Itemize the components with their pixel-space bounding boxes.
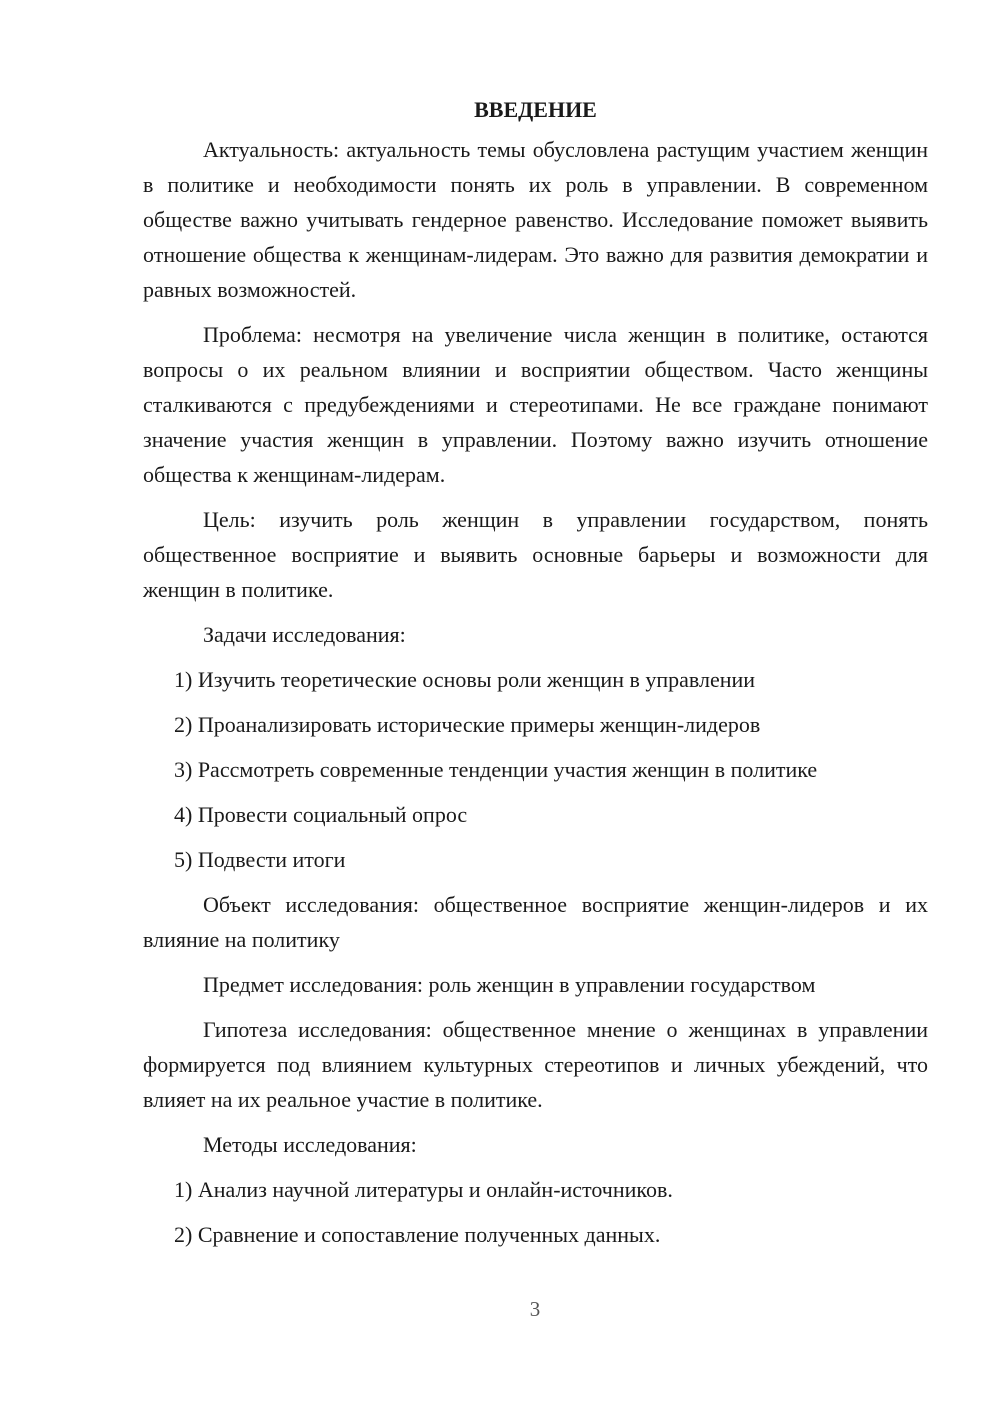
document-page: [143, 92, 928, 1262]
page-number: 3: [529, 1297, 541, 1321]
subject-paragraph: Предмет исследования: роль женщин в управлении государством: [203, 972, 816, 997]
methods-heading: Методы исследования:: [203, 1132, 417, 1157]
method-item: 2) Сравнение и сопоставление полученных данных.: [174, 1222, 661, 1247]
methods-list: [143, 1172, 928, 1252]
object-paragraph: Объект исследования: общественное восприятие женщин-лидеров и их влияние на политику: [143, 892, 928, 952]
relevance-paragraph: Актуальность: актуальность темы обусловлена растущим участием женщин в политике и необходимости понять их роль в управлении. В современном обществе важно учитывать гендерное равенство. Исследование поможет выявить отношение общества к женщинам-лидерам. Это важно для развития демократии и равных возможностей.: [143, 137, 928, 302]
document-title: ВВЕДЕНИЕ: [474, 97, 597, 122]
goal-paragraph: Цель: изучить роль женщин в управлении государством, понять общественное восприятие и выявить основные барьеры и возможности для женщин в политике.: [143, 507, 928, 602]
task-item: 1) Изучить теоретические основы роли женщин в управлении: [174, 667, 756, 692]
hypothesis-paragraph: Гипотеза исследования: общественное мнение о женщинах в управлении формируется под влиянием культурных стереотипов и личных убеждений, что влияет на их реальное участие в политике.: [143, 1017, 928, 1112]
task-item: 5) Подвести итоги: [174, 847, 346, 872]
problem-paragraph: Проблема: несмотря на увеличение числа женщин в политике, остаются вопросы о их реальном влиянии и восприятии обществом. Часто женщины сталкиваются с предубеждениями и стереотипами. Не все граждане понимают значение участия женщин в управлении. Поэтому важно изучить отношение общества к женщинам-лидерам.: [143, 322, 928, 487]
task-item: 4) Провести социальный опрос: [174, 802, 468, 827]
method-item: 1) Анализ научной литературы и онлайн-источников.: [174, 1177, 673, 1202]
task-item: 2) Проанализировать исторические примеры женщин-лидеров: [174, 712, 761, 737]
tasks-heading: Задачи исследования:: [203, 622, 406, 647]
tasks-list: [143, 662, 928, 877]
task-item: 3) Рассмотреть современные тенденции участия женщин в политике: [174, 757, 818, 782]
